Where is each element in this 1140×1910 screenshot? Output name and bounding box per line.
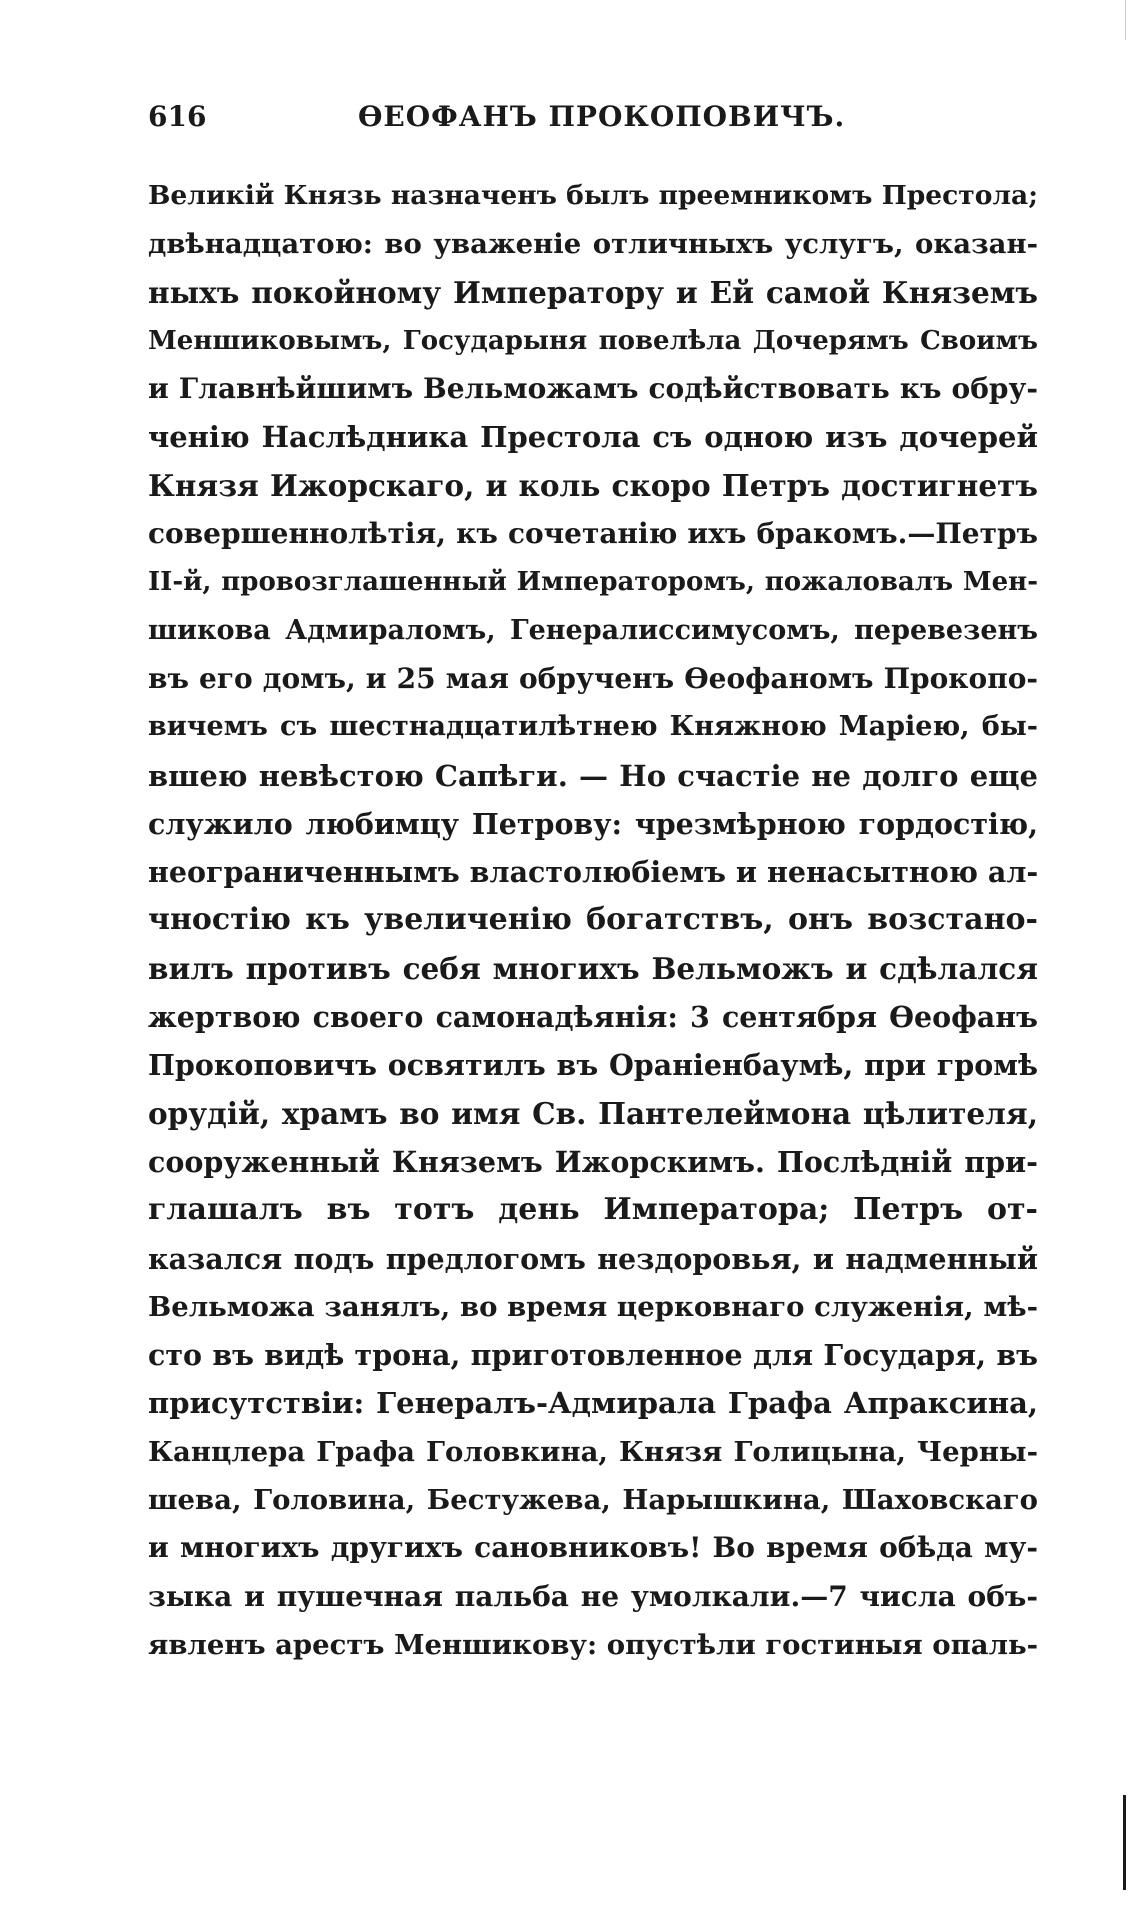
text-line: Вельможа занялъ, во время церковнаго служенія, мѣ-	[148, 1290, 1038, 1323]
page-header	[148, 100, 1038, 140]
text-line: ныхъ покойному Императору и Ей самой Княземъ	[148, 274, 1038, 310]
text-line: явленъ арестъ Меншикову: опустѣли гостиныя опаль-	[148, 1628, 1038, 1661]
text-line: вшею невѣстою Сапѣги. — Но счастіе не долго еще	[148, 758, 1038, 793]
page-edge-mark	[1123, 1795, 1126, 1890]
text-line: Князя Ижорскаго, и коль скоро Петръ достигнетъ	[148, 467, 1038, 503]
text-line: служило любимцу Петрову: чрезмѣрною гордостію,	[148, 806, 1038, 841]
text-line: присутствіи: Генералъ-Адмирала Графа Апраксина,	[148, 1386, 1038, 1421]
page-number: 616	[148, 100, 207, 133]
text-line: Великій Князь назначенъ былъ преемникомъ Престола;	[148, 180, 1038, 211]
text-line: жертвою своего самонадѣянія: 3 сентября Өеофанъ	[148, 1000, 1038, 1035]
text-line: чностію къ увеличенію богатствъ, онъ возстано-	[148, 902, 1038, 938]
page-edge-line	[1125, 0, 1126, 40]
text-line: Меншиковымъ, Государыня повелѣла Дочерямъ Своимъ	[148, 325, 1038, 356]
text-line: вилъ противъ себя многихъ Вельможъ и сдѣлался	[148, 950, 1038, 986]
running-head: ӨЕОФАНЪ ПРОКОПОВИЧЪ.	[358, 100, 846, 133]
text-line: Канцлера Графа Головкина, Князя Голицына, Черны-	[148, 1435, 1038, 1468]
text-line: и Главнѣйшимъ Вельможамъ содѣйствовать къ обру-	[148, 372, 1038, 406]
text-line: глашалъ въ тотъ день Императора; Петръ от-	[148, 1192, 1038, 1228]
text-line: сооруженный Княземъ Ижорскимъ. Послѣдній при-	[148, 1144, 1038, 1179]
text-line: орудій, храмъ во имя Св. Пантелеймона цѣлителя,	[148, 1095, 1038, 1131]
body-text	[148, 172, 1038, 1669]
text-line: Прокоповичъ освятилъ въ Ораніенбаумѣ, при громѣ	[148, 1048, 1038, 1083]
text-line: зыка и пушечная пальба не умолкали.—7 числа объ-	[148, 1579, 1038, 1613]
text-line: ченію Наслѣдника Престола съ одною изъ дочерей	[148, 420, 1038, 455]
text-line: въ его домъ, и 25 мая обрученъ Өеофаномъ Прокопо-	[148, 661, 1038, 695]
text-line: совершеннолѣтія, къ сочетанію ихъ бракомъ.—Петръ	[148, 517, 1038, 551]
text-line: сто въ видѣ трона, приготовленное для Государя, въ	[148, 1338, 1038, 1373]
text-line: шева, Головина, Бестужева, Нарышкина, Шаховскаго	[148, 1484, 1038, 1517]
text-line: двѣнадцатою: во уваженіе отличныхъ услугъ, оказан-	[148, 228, 1038, 261]
text-line: казался подъ предлогомъ нездоровья, и надменный	[148, 1241, 1038, 1276]
text-line: II-й, провозглашенный Императоромъ, пожаловалъ Мен-	[148, 567, 1038, 598]
text-line: шикова Адмираломъ, Генералиссимусомъ, перевезенъ	[148, 614, 1038, 646]
text-line: вичемъ съ шестнадцатилѣтнею Княжною Маріею, бы-	[148, 711, 1038, 743]
text-line: неограниченнымъ властолюбіемъ и ненасытною ал-	[148, 855, 1038, 890]
text-line: и многихъ другихъ сановниковъ! Во время обѣда му-	[148, 1531, 1038, 1565]
